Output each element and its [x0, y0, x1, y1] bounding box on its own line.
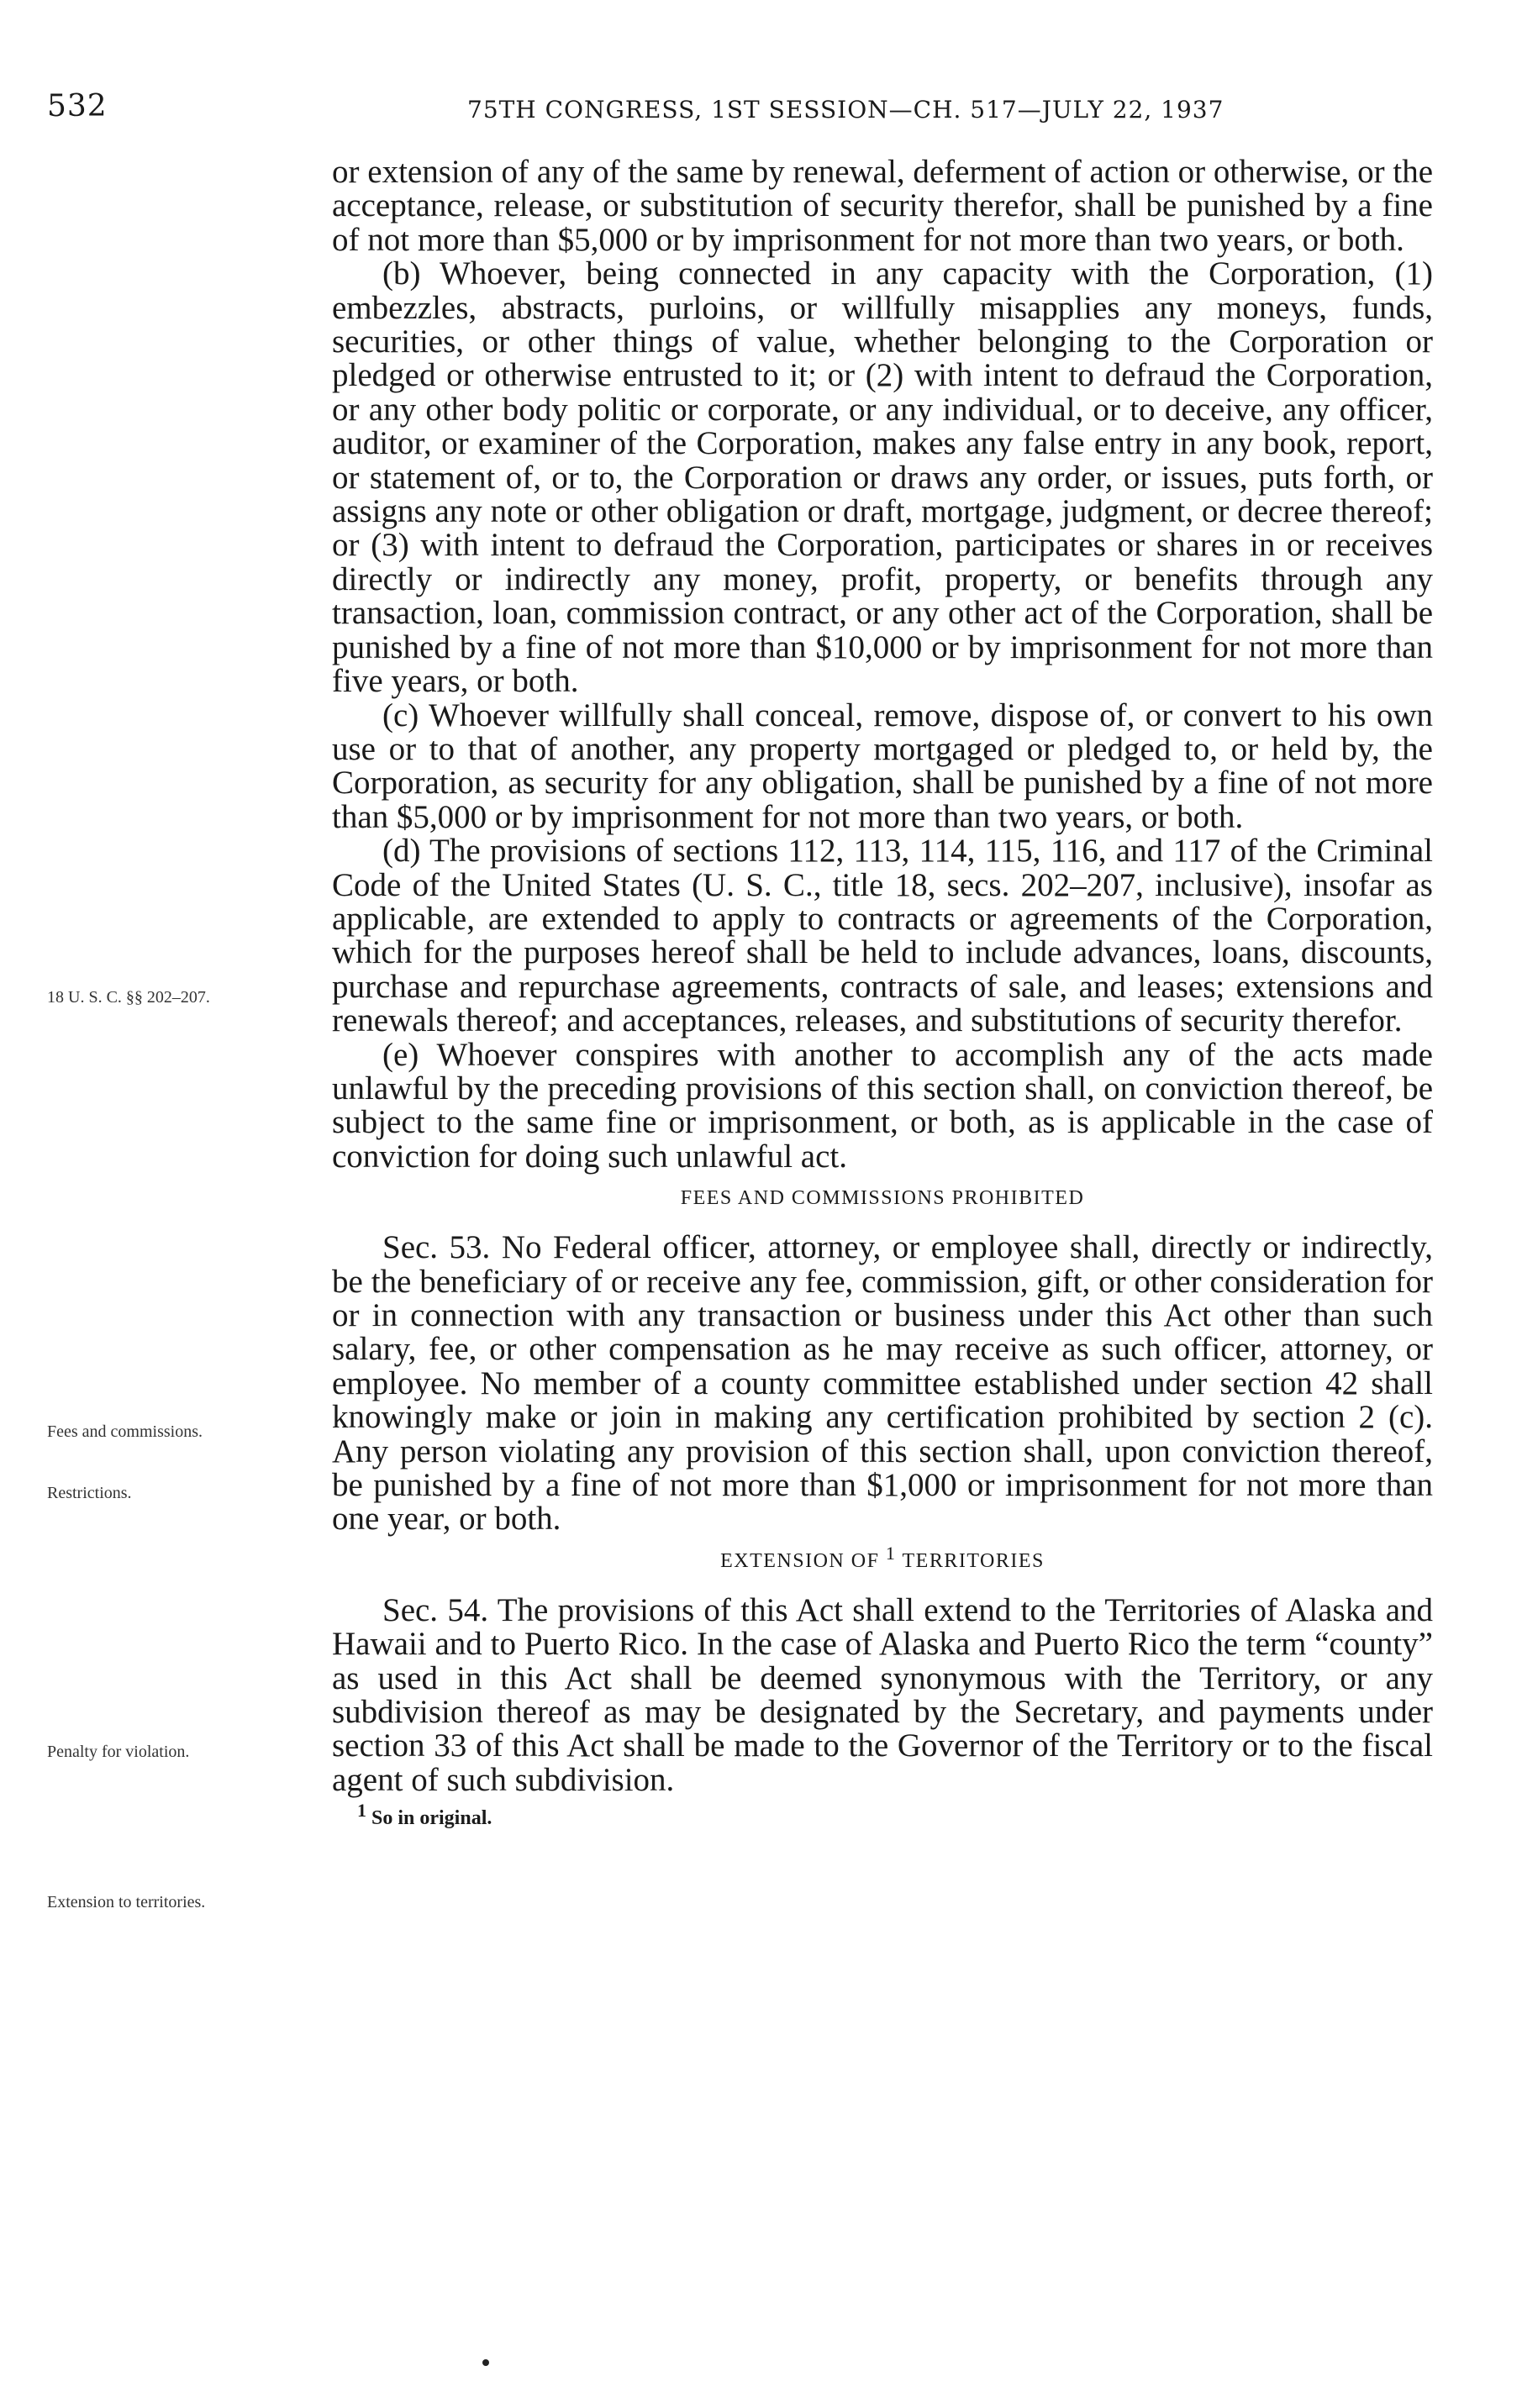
paragraph-b: (b) Whoever, being connected in any capacity with the Corporation, (1) embezzles, abstracts, purloins, or willfully misapplies any moneys, funds, securities, or other things of value, whether belonging to the Corporation or pledged or otherwise entrusted to it; or (2) with intent to defraud the Corporation, or any other body politic or corporate, or any individual, or to deceive, any officer, auditor, or examiner of the Corporation, makes any false entry in any book, report, or statement of, or to, the Corporation or draws any order, or issues, puts forth, or assigns any note or other obligation or draft, mortgage, judgment, or decree thereof; or (3) with intent to defraud the Corporation, participates or shares in or receives directly or indirectly any money, profit, property, or benefits through any transaction, loan, commission contract, or any other act of the Corporation, shall be punished by a fine of not more than $10,000 or by imprisonment for not more than five years, or both.: [332, 255, 1433, 700]
page-dot: [482, 2359, 489, 2366]
margin-note-restrictions: Restrictions.: [47, 1484, 132, 1502]
body-text: [332, 155, 1433, 1831]
section-54-heading-b: TERRITORIES: [902, 1549, 1045, 1572]
section-54-heading-a: EXTENSION OF: [720, 1549, 880, 1572]
section-53: [332, 1231, 1433, 1537]
paragraph-c: (c) Whoever willfully shall conceal, remove, dispose of, or convert to his own use or to that of another, any property mortgaged or pledged to, or held by, the Corporation, as security for any obligation, shall be punished by a fine of not more than $5,000 or by imprisonment for not more than two years, or both.: [332, 697, 1433, 835]
paragraph-e: (e) Whoever conspires with another to accomplish any of the acts made unlawful by the preceding provisions of this section shall, on conviction thereof, be subject to the same fine or imprisonment, or both, as is applicable in the case of conviction for doing such unlawful act.: [332, 1036, 1433, 1175]
section-54-text: The provisions of this Act shall extend to the Territories of Alaska and Hawaii and to Puerto Rico. In the case of Alaska and Puerto Rico the term “county” as used in this Act shall be deemed synonymous with the Territory, or any subdivision thereof as may be designated by the Secretary, and payments under section 33 of this Act shall be made to the Governor of the Territory or to the fiscal agent of such subdivision.: [332, 1591, 1434, 1798]
section-53-heading: FEES AND COMMISSIONS PROHIBITED: [680, 1187, 1085, 1210]
section-53-label: Sec. 53.: [382, 1229, 491, 1266]
page-number: 532: [47, 89, 108, 124]
paragraph-continuation: or extension of any of the same by renewal, deferment of action or otherwise, or the acceptance, release, or substitution of security therefor, shall be punished by a fine of not more than $5,000 or by imprisonment for not more than two years, or both.: [332, 154, 1433, 258]
section-54: [332, 1591, 1434, 1798]
paragraph-d: (d) The provisions of sections 112, 113, 114, 115, 116, and 117 of the Criminal Code of the United States (U. S. C., title 18, secs. 202–207, inclusive), insofar as applicable, are extended to apply to contracts or agreements of the Corporation, which for the purposes hereof shall be held to include advances, loans, discounts, purchase and repurchase agreements, contracts of sale, and leases; extensions and renewals thereof; and acceptances, releases, and substitutions of security therefor.: [332, 833, 1433, 1039]
section-54-heading: [332, 1542, 1433, 1574]
footnote: [332, 1800, 1433, 1831]
section-53-text: No Federal officer, attorney, or employee shall, directly or indirectly, be the beneficiary of or receive any fee, commission, gift, or other consideration for or in connection with any transaction or business under this Act other than such salary, fee, or other compensation as he may receive as such officer, attorney, or employee. No member of a county committee established under section 42 shall knowingly make or join in making any certification prohibited by section 2 (c). Any person violating any provision of this section shall, upon conviction thereof, be punished by a fine of not more than $1,000 or imprisonment for not more than one year, or both.: [332, 1229, 1434, 1538]
margin-note-penalty: Penalty for violation.: [47, 1743, 190, 1761]
section-54-label: Sec. 54.: [382, 1591, 489, 1628]
footnote-text: So in original.: [371, 1807, 492, 1830]
footnote-ref: 1: [885, 1542, 897, 1564]
footnote-mark: 1: [357, 1800, 366, 1822]
running-head: 75TH CONGRESS, 1ST SESSION—CH. 517—JULY 22, 1937: [467, 96, 1224, 124]
margin-note-fees: Fees and commissions.: [47, 1422, 203, 1441]
margin-note-usc: 18 U. S. C. §§ 202–207.: [47, 988, 210, 1007]
margin-note-extension: Extension to territories.: [47, 1893, 206, 1911]
